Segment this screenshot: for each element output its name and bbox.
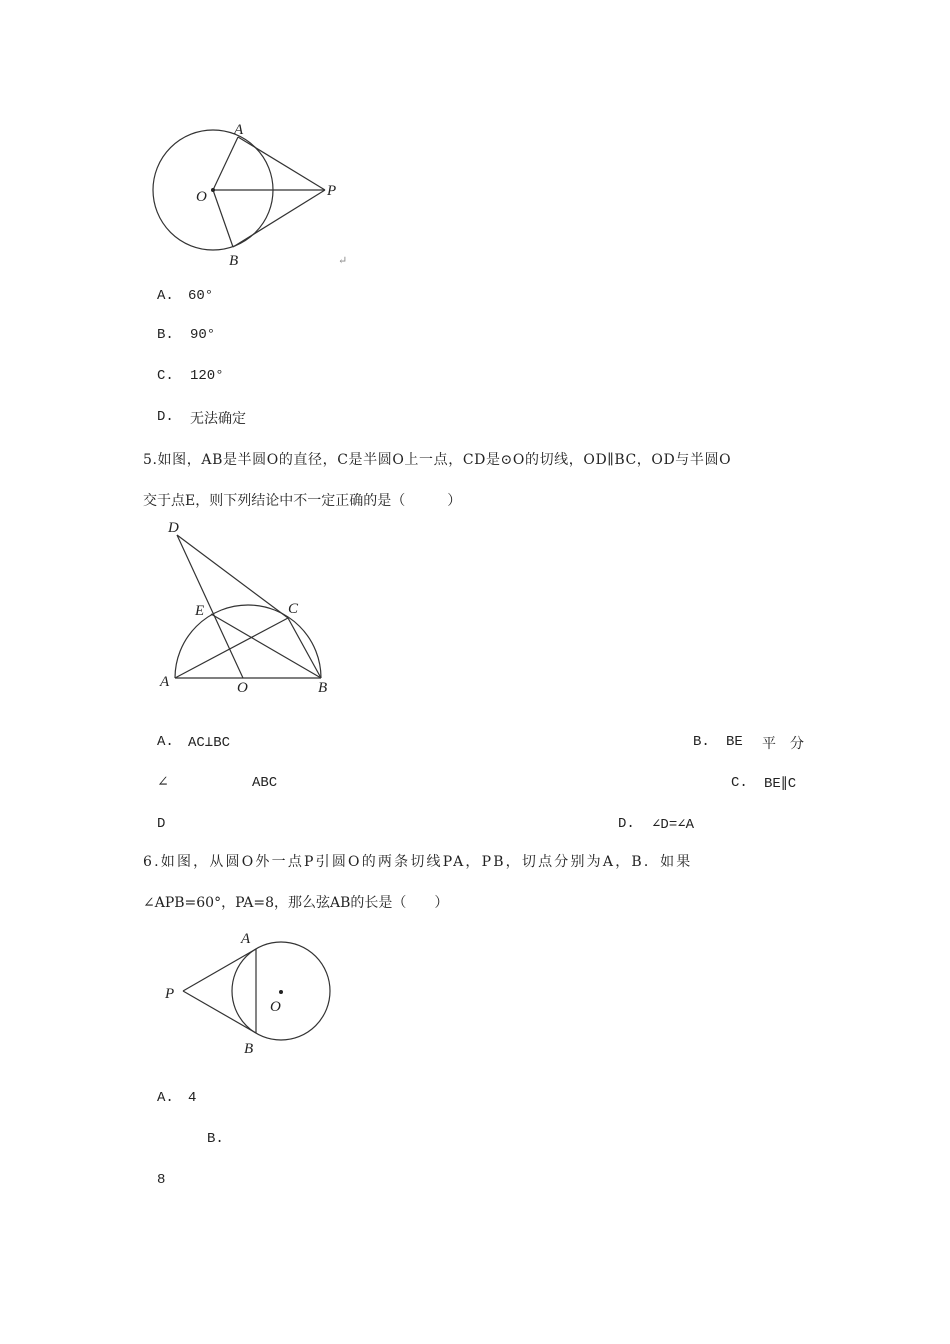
option-letter: C. — [157, 368, 174, 384]
label-b: B — [229, 253, 239, 269]
option-letter: B. — [157, 327, 174, 343]
option-letter: D. — [157, 409, 174, 425]
q5-option-b-angle: ∠ — [157, 774, 169, 790]
segment-ac — [175, 618, 288, 678]
label-b: B — [244, 1041, 254, 1057]
label-a: A — [160, 674, 170, 690]
q5-stem-line2: 交于点E，则下列结论中不一定正确的是（ ） — [143, 493, 462, 509]
q5-option-c-text: BE∥C — [764, 776, 797, 792]
q6-option-a-letter: A. — [157, 1090, 174, 1106]
radius-ob — [213, 190, 233, 247]
option-text: 90° — [190, 327, 216, 343]
center-dot-o-3 — [279, 990, 283, 994]
paragraph-return-mark: ↵ — [338, 254, 348, 267]
option-letter: A. — [157, 288, 174, 304]
option-text: 120° — [190, 368, 224, 384]
tangent-pa — [238, 137, 325, 190]
q6-option-b-letter: B. — [207, 1131, 224, 1147]
q5-option-b-text: 平 — [762, 736, 776, 752]
label-o: O — [237, 680, 248, 696]
label-o: O — [196, 189, 207, 205]
label-p: P — [327, 183, 337, 199]
tangent-pb-3 — [183, 991, 256, 1033]
segment-be — [211, 614, 321, 678]
label-c: C — [288, 601, 299, 617]
radius-oa — [213, 137, 238, 190]
option-text: 无法确定 — [190, 411, 246, 427]
tangent-pa-3 — [183, 949, 256, 991]
center-dot-o — [211, 188, 215, 192]
tangent-pb — [233, 190, 325, 247]
q5-option-d-text: ∠D=∠A — [652, 817, 695, 833]
q5-option-c-letter: C. — [731, 775, 748, 791]
label-a: A — [241, 931, 251, 947]
q5-option-b-abc: ABC — [252, 775, 278, 791]
q5-option-c-wrap: D — [157, 816, 166, 832]
q5-stem-line1: 5.如图，AB是半圆O的直径，C是半圆O上一点，CD是⊙O的切线，OD∥BC，OD与半圆O — [143, 452, 732, 468]
label-b: B — [318, 680, 328, 696]
q5-option-d-letter: D. — [618, 816, 635, 832]
label-o: O — [270, 999, 281, 1015]
q5-option-a-letter: A. — [157, 734, 174, 750]
q6-stem-line1: 6.如图，从圆O外一点P引圆O的两条切线PA，PB，切点分别为A，B．如果 — [143, 854, 693, 870]
q5-option-b-text: BE — [726, 734, 743, 750]
q5-option-a-text: AC⊥BC — [188, 735, 231, 751]
segment-dc — [177, 535, 288, 618]
label-e: E — [195, 603, 205, 619]
q5-option-b-text: 分 — [790, 736, 804, 752]
q5-option-b-letter: B. — [693, 734, 710, 750]
q6-option-b-wrap: 8 — [157, 1172, 166, 1188]
q6-stem-line2: ∠APB=60°，PA=8，那么弦AB的长是（ ） — [143, 895, 449, 911]
option-text: 60° — [188, 288, 214, 304]
label-d: D — [168, 520, 179, 536]
q6-option-a-text: 4 — [188, 1090, 197, 1106]
label-p: P — [165, 986, 175, 1002]
label-a: A — [234, 122, 244, 138]
